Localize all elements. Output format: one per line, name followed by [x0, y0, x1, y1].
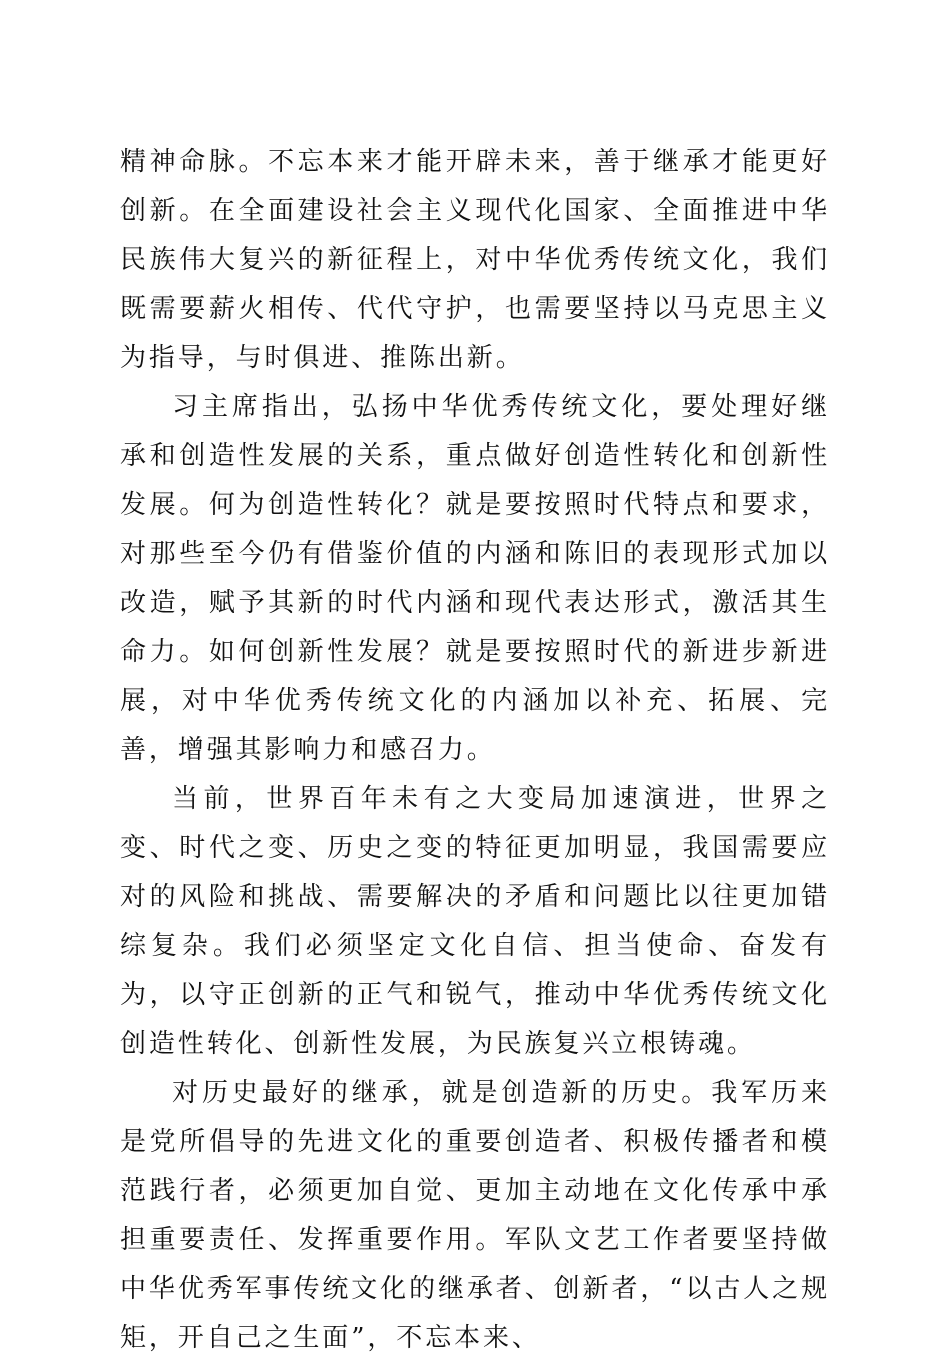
paragraph-2: 习主席指出，弘扬中华优秀传统文化，要处理好继承和创造性发展的关系，重点做好创造性转化和创新性发展。何为创造性转化？就是要按照时代特点和要求，对那些至今仍有借鉴价值的内涵和陈旧的表现形式加以改造，赋予其新的时代内涵和现代表达形式，激活其生命力。如何创新性发展？就是要按照时代的新进步新进展，对中华优秀传统文化的内涵加以补充、拓展、完善，增强其影响力和感召力。	[120, 392, 830, 765]
article-body	[120, 138, 830, 1363]
paragraph-4: 对历史最好的继承，就是创造新的历史。我军历来是党所倡导的先进文化的重要创造者、积极传播者和模范践行者，必须更加自觉、更加主动地在文化传承中承担重要责任、发挥重要作用。军队文艺工作者要坚持做中华优秀军事传统文化的继承者、创新者，“以古人之规矩，开自己之生面”，不忘本来、	[120, 1078, 830, 1353]
paragraph-1: 精神命脉。不忘本来才能开辟未来，善于继承才能更好创新。在全面建设社会主义现代化国家、全面推进中华民族伟大复兴的新征程上，对中华优秀传统文化，我们既需要薪火相传、代代守护，也需要坚持以马克思主义为指导，与时俱进、推陈出新。	[120, 147, 830, 373]
paragraph-3: 当前，世界百年未有之大变局加速演进，世界之变、时代之变、历史之变的特征更加明显，我国需要应对的风险和挑战、需要解决的矛盾和问题比以往更加错综复杂。我们必须坚定文化自信、担当使命、奋发有为，以守正创新的正气和锐气，推动中华优秀传统文化创造性转化、创新性发展，为民族复兴立根铸魂。	[120, 784, 830, 1059]
